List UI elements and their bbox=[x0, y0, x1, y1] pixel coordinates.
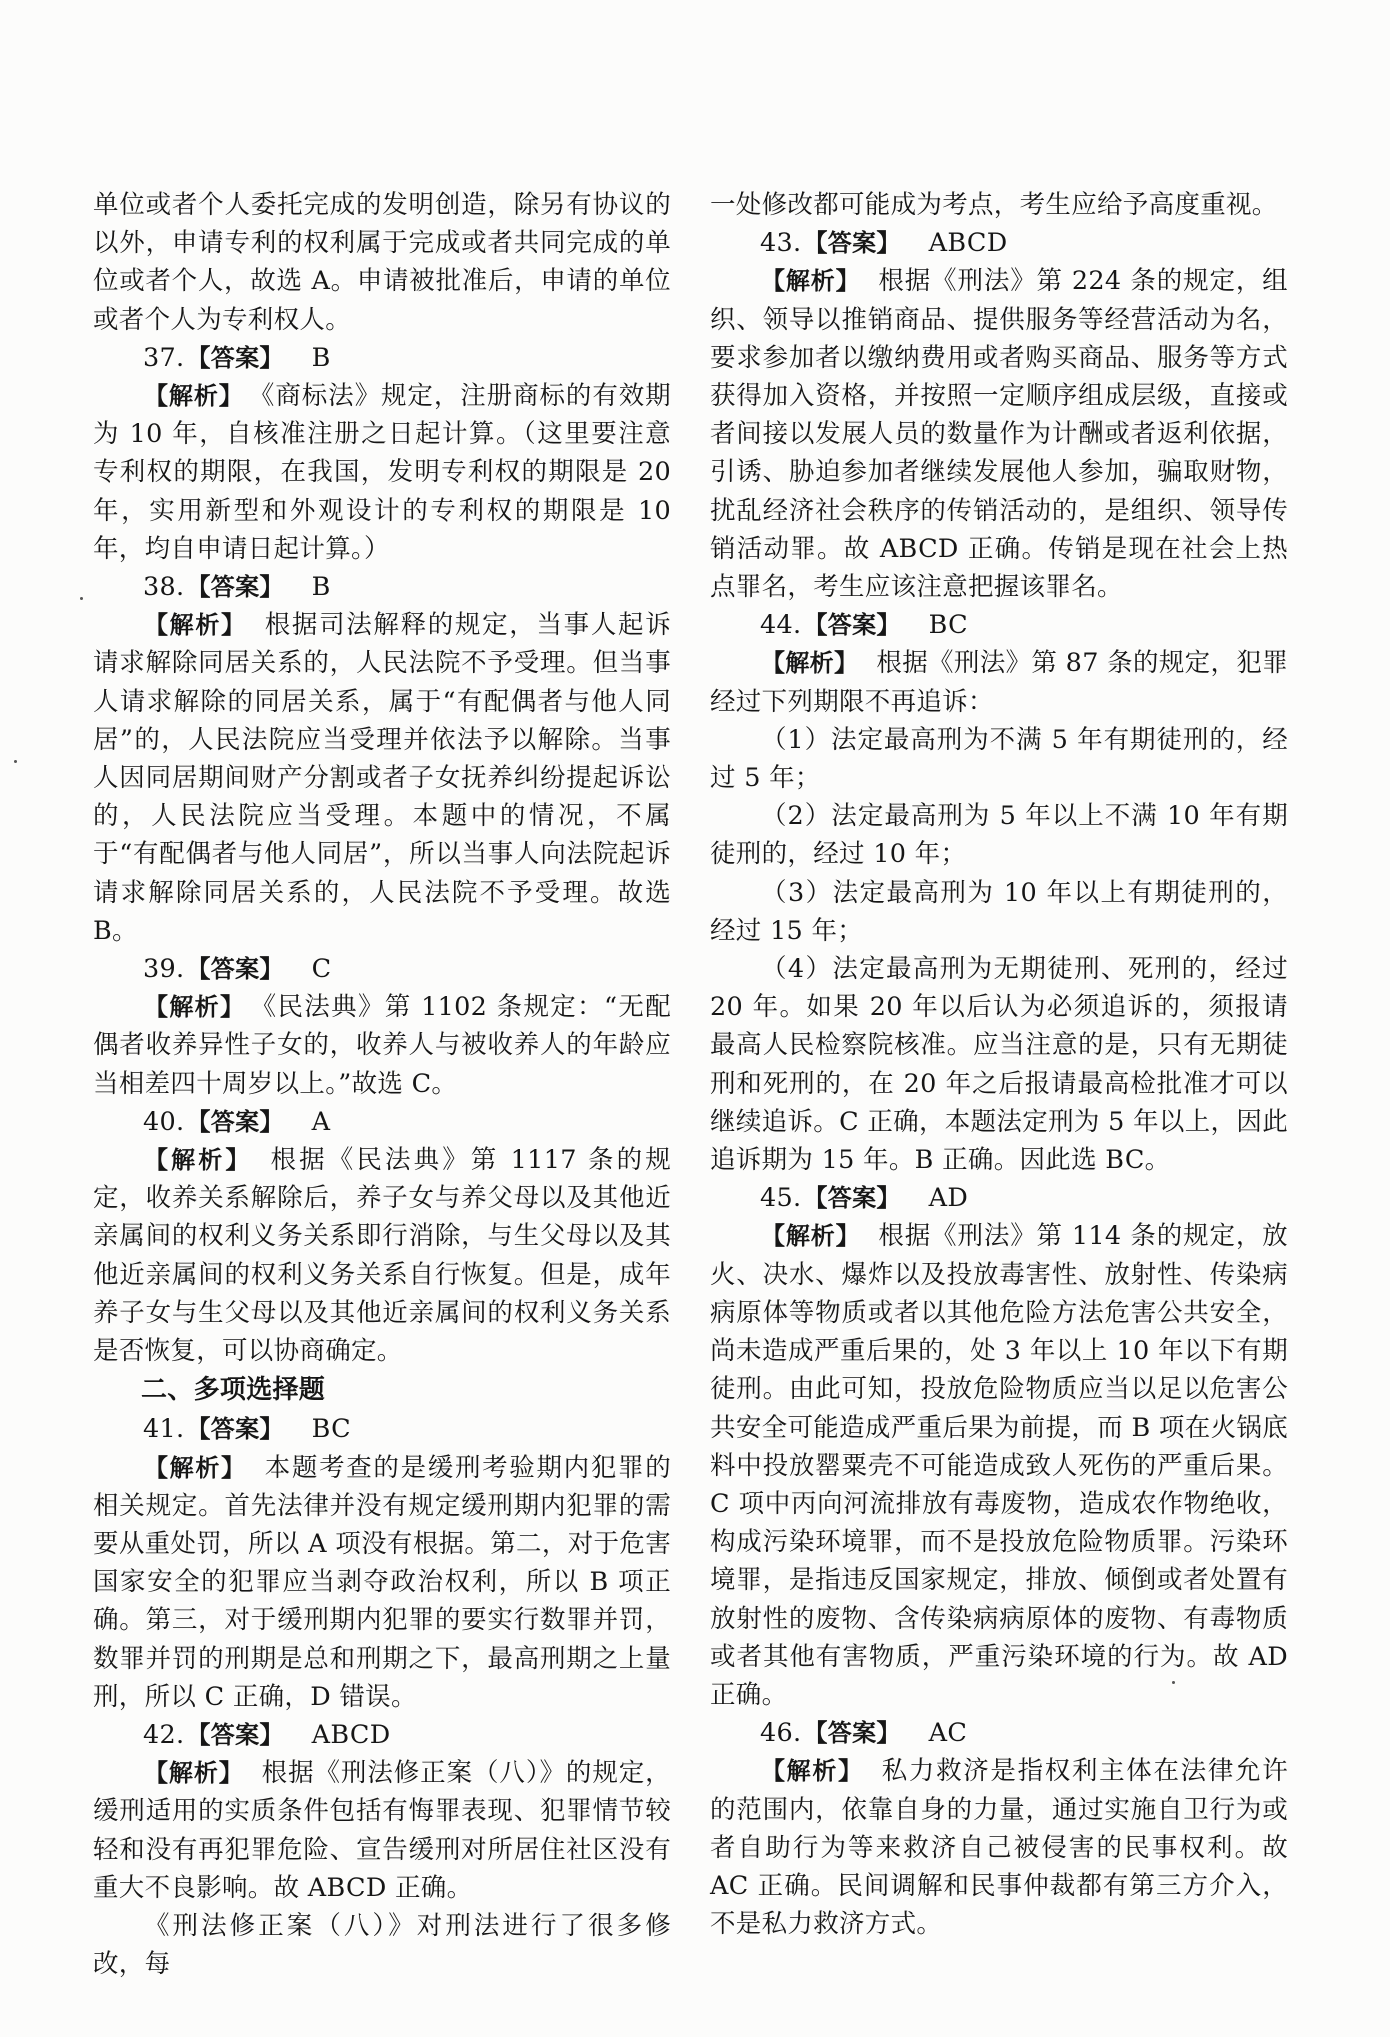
question-number: 46. bbox=[760, 1718, 802, 1749]
answer-tag: 【答案】 bbox=[803, 1184, 901, 1213]
q39-explanation bbox=[93, 988, 671, 1103]
explanation-tag: 【解析】 bbox=[761, 267, 861, 296]
explanation-tag: 【解析】 bbox=[144, 1146, 253, 1175]
explanation-text: 根据《民法典》第 1117 条的规定，收养关系解除后，养子女与养父母以及其他近亲属间的权利义务关系即行消除，与生父母以及其他近亲属间的权利义务关系自行恢复。但是，成年养子女与生父母以及其他近亲属间的权利义务关系是否恢复，可以协商确定。 bbox=[93, 1145, 672, 1367]
answer-value: AC bbox=[928, 1718, 968, 1749]
answer-value: B bbox=[311, 342, 331, 373]
explanation-tag: 【解析】 bbox=[144, 382, 244, 411]
q41-explanation bbox=[93, 1449, 671, 1716]
answer-value: BC bbox=[311, 1414, 351, 1445]
question-number: 38. bbox=[143, 572, 185, 603]
q38-answer bbox=[93, 568, 671, 606]
explanation-text: 根据司法解释的规定，当事人起诉请求解除同居关系的，人民法院不予受理。但当事人请求解除的同居关系，属于“有配偶者与他人同居”的，人民法院应当受理并依法予以解除。当事人因同居期间财产分割或者子女抚养纠纷提起诉讼的，人民法院应当受理。本题中的情况，不属于“有配偶者与他人同居”，所以当事人向法院起诉请求解除同居关系的，人民法院不予受理。故选 B。 bbox=[93, 610, 671, 946]
question-number: 40. bbox=[143, 1106, 185, 1137]
q42-extra-note-continued: 一处修改都可能成为考点，考生应给予高度重视。 bbox=[710, 190, 1278, 220]
q41-answer bbox=[93, 1410, 671, 1448]
explanation-text: 根据《刑法》第 114 条的规定，放火、决水、爆炸以及投放毒害性、放射性、传染病病原体等物质或者以其他危险方法危害公共安全，尚未造成严重后果的，处 3 年以上 10 年以下有期徒刑。由此可知，投放危险物质应当以足以危害公共安全可能造成严重后果为前提，而 B 项在火锅底料中投放罂粟壳不可能造成致人死伤的严重后果。C 项中丙向河流排放有毒废物，造成农作物绝收，构成污染环境罪，而不是投放危险物质罪。污染环境罪，是指违反国家规定，排放、倾倒或者处置有放射性的废物、含传染病病原体的废物、有毒物质或者其他有害物质，严重污染环境的行为。故 AD 正确。 bbox=[710, 1221, 1288, 1710]
answer-value: ABCD bbox=[928, 228, 1008, 259]
answer-value: ABCD bbox=[311, 1719, 391, 1750]
answer-value: B bbox=[311, 572, 331, 603]
right-column bbox=[710, 186, 1288, 1943]
explanation-text: 《民法典》第 1102 条规定：“无配偶者收养异性子女的，收养人与被收养人的年龄应当相差四十周岁以上。”故选 C。 bbox=[93, 992, 671, 1099]
explanation-tag: 【解析】 bbox=[144, 611, 247, 640]
section-heading: 二、多项选择题 bbox=[141, 1375, 326, 1406]
q44-answer bbox=[710, 606, 1288, 644]
q37-explanation bbox=[93, 377, 671, 568]
scan-speck bbox=[1172, 1681, 1175, 1684]
q38-explanation bbox=[93, 606, 671, 950]
q44-list-item: （2）法定最高刑为 5 年以上不满 10 年有期徒刑的，经过 10 年； bbox=[710, 801, 1288, 870]
answer-tag: 【答案】 bbox=[186, 343, 284, 372]
question-number: 43. bbox=[760, 228, 802, 259]
answer-tag: 【答案】 bbox=[186, 955, 284, 984]
q37-answer bbox=[93, 339, 671, 377]
q42-explanation bbox=[93, 1754, 671, 1907]
explanation-tag: 【解析】 bbox=[144, 993, 246, 1022]
scan-speck bbox=[14, 760, 17, 763]
explanation-text: 《商标法》规定，注册商标的有效期为 10 年，自核准注册之日起计算。（这里要注意专利权的期限，在我国，发明专利权的期限是 20 年，实用新型和外观设计的专利权的期限是 10 年，均自申请日起计算。） bbox=[93, 381, 671, 564]
q44-list-item: （4）法定最高刑为无期徒刑、死刑的，经过 20 年。如果 20 年以后认为必须追诉的，须报请最高人民检察院核准。应当注意的是，只有无期徒刑和死刑的，在 20 年之后报请最高检批准才可以继续追诉。C 正确，本题法定刑为 5 年以上，因此追诉期为 15 年。B 正确。因此选 BC。 bbox=[710, 954, 1288, 1176]
answer-tag: 【答案】 bbox=[186, 1720, 284, 1749]
question-number: 39. bbox=[143, 954, 185, 985]
left-column bbox=[93, 186, 671, 1983]
answer-value: C bbox=[311, 954, 332, 985]
question-number: 41. bbox=[143, 1414, 185, 1445]
q45-explanation bbox=[710, 1217, 1288, 1714]
answer-value: BC bbox=[928, 610, 968, 641]
answer-tag: 【答案】 bbox=[186, 1107, 284, 1136]
answer-tag: 【答案】 bbox=[803, 611, 901, 640]
answer-tag: 【答案】 bbox=[186, 1415, 284, 1444]
explanation-tag: 【解析】 bbox=[761, 1222, 861, 1251]
q40-answer bbox=[93, 1103, 671, 1141]
explanation-tag: 【解析】 bbox=[761, 1757, 864, 1786]
q46-explanation bbox=[710, 1752, 1288, 1943]
q40-explanation bbox=[93, 1141, 671, 1370]
answer-tag: 【答案】 bbox=[803, 1719, 901, 1748]
q46-answer bbox=[710, 1714, 1288, 1752]
q43-explanation bbox=[710, 262, 1288, 606]
q42-extra-note: 《刑法修正案（八）》对刑法进行了很多修改，每 bbox=[93, 1910, 671, 1980]
explanation-tag: 【解析】 bbox=[144, 1453, 247, 1482]
question-number: 45. bbox=[760, 1183, 802, 1214]
question-number: 37. bbox=[143, 342, 185, 373]
q39-answer bbox=[93, 950, 671, 988]
question-number: 42. bbox=[143, 1719, 185, 1750]
scan-speck bbox=[80, 597, 83, 600]
answer-tag: 【答案】 bbox=[186, 573, 284, 602]
q43-answer bbox=[710, 224, 1288, 262]
explanation-text: 根据《刑法》第 224 条的规定，组织、领导以推销商品、提供服务等经营活动为名，要求参加者以缴纳费用或者购买商品、服务等方式获得加入资格，并按照一定顺序组成层级，直接或者间接以发展人员的数量作为计酬或者返利依据，引诱、胁迫参加者继续发展他人参加，骗取财物，扰乱经济社会秩序的传销活动的，是组织、领导传销活动罪。故 ABCD 正确。传销是现在社会上热点罪名，考生应该注意把握该罪名。 bbox=[710, 266, 1288, 603]
q44-list-item: （1）法定最高刑为不满 5 年有期徒刑的，经过 5 年； bbox=[710, 724, 1288, 794]
explanation-tag: 【解析】 bbox=[761, 649, 859, 678]
answer-value: A bbox=[311, 1106, 331, 1137]
q44-list-item: （3）法定最高刑为 10 年以上有期徒刑的，经过 15 年； bbox=[710, 877, 1288, 946]
q36-explanation-continued: 单位或者个人委托完成的发明创造，除另有协议的以外，申请专利的权利属于完成或者共同完成的单位或者个人，故选 A。申请被批准后，申请的单位或者个人为专利权人。 bbox=[93, 190, 671, 335]
answer-tag: 【答案】 bbox=[803, 229, 901, 258]
explanation-text: 本题考查的是缓刑考验期内犯罪的相关规定。首先法律并没有规定缓刑期内犯罪的需要从重处罚，所以 A 项没有根据。第二，对于危害国家安全的犯罪应当剥夺政治权利，所以 B 项正确。第三，对于缓刑期内犯罪的要实行数罪并罚，数罪并罚的刑期是总和刑期之下，最高刑期之上量刑，所以 C 正确，D 错误。 bbox=[93, 1452, 671, 1712]
explanation-text: 私力救济是指权利主体在法律允许的范围内，依靠自身的力量，通过实施自卫行为或者自助行为等来救济自己被侵害的民事权利。故 AC 正确。民间调解和民事仲裁都有第三方介入，不是私力救济方式。 bbox=[710, 1756, 1288, 1940]
q42-answer bbox=[93, 1716, 671, 1754]
answer-value: AD bbox=[928, 1183, 969, 1214]
question-number: 44. bbox=[760, 610, 802, 641]
explanation-text: 根据《刑法》第 87 条的规定，犯罪经过下列期限不再追诉： bbox=[710, 648, 1288, 717]
explanation-tag: 【解析】 bbox=[144, 1759, 244, 1788]
q45-answer bbox=[710, 1179, 1288, 1217]
q44-explanation bbox=[710, 644, 1288, 720]
explanation-text: 根据《刑法修正案（八）》的规定，缓刑适用的实质条件包括有悔罪表现、犯罪情节较轻和没有再犯罪危险、宣告缓刑对所居住社区没有重大不良影响。故 ABCD 正确。 bbox=[93, 1758, 671, 1903]
